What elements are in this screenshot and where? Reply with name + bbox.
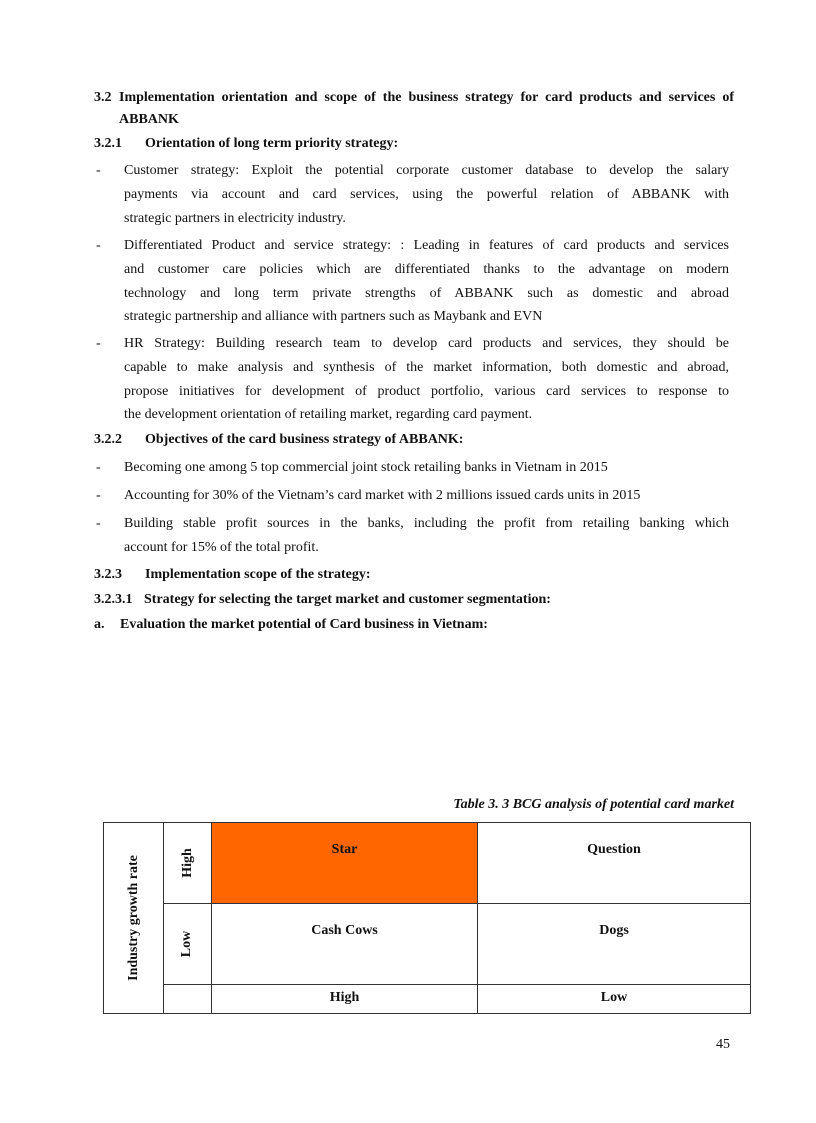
- cell-question: Question: [478, 823, 750, 904]
- bullet-line: Customer strategy: Exploit the potential corporate customer database to develop the salary: [124, 163, 729, 178]
- cell-star: Star: [212, 823, 478, 904]
- bullet-dash: -: [96, 488, 101, 503]
- bullet-dash: -: [96, 163, 101, 178]
- bullet-dash: -: [96, 238, 101, 253]
- heading-a-number: a.: [94, 617, 105, 632]
- table-caption: Table 3. 3 BCG analysis of potential card market: [453, 797, 734, 812]
- bullet-dash: -: [96, 460, 101, 475]
- empty-corner-cell: [164, 985, 212, 1014]
- heading-3-2-number: 3.2: [94, 90, 112, 105]
- bullet-line: the development orientation of retailing market, regarding card payment.: [124, 407, 533, 422]
- heading-3-2-2-number: 3.2.2: [94, 432, 122, 447]
- y-axis-label-cell: [104, 823, 164, 1014]
- bullet-line: Building stable profit sources in the banks, including the profit from retailing banking which: [124, 516, 729, 531]
- heading-3-2-3-1-title: Strategy for selecting the target market and customer segmentation:: [144, 592, 551, 607]
- heading-3-2-3-title: Implementation scope of the strategy:: [145, 567, 371, 582]
- bullet-line: technology and long term private strengths of ABBANK such as domestic and abroad: [124, 286, 729, 301]
- row-label-low: Low: [179, 930, 195, 958]
- bullet-line: Differentiated Product and service strategy: : Leading in features of card products and services: [124, 238, 729, 253]
- row-label-cell-high: [164, 823, 212, 904]
- row-label-cell-low: [164, 904, 212, 985]
- cell-cash-cows: Cash Cows: [212, 904, 478, 985]
- bullet-line: account for 15% of the total profit.: [124, 540, 319, 555]
- bcg-matrix-table: [103, 822, 751, 1014]
- bullet-line: strategic partners in electricity industry.: [124, 211, 346, 226]
- bullet-line: payments via account and card services, using the powerful relation of ABBANK with: [124, 187, 729, 202]
- bullet-line: propose initiatives for development of product portfolio, various card services to response to: [124, 384, 729, 399]
- bullet-line: HR Strategy: Building research team to develop card products and services, they should be: [124, 336, 729, 351]
- bullet-dash: -: [96, 336, 101, 351]
- heading-3-2-3-number: 3.2.3: [94, 567, 122, 582]
- bullet-line: capable to make analysis and synthesis of the market information, both domestic and abroad,: [124, 360, 729, 375]
- heading-3-2-3-1-number: 3.2.3.1: [94, 592, 133, 607]
- heading-3-2-line1: Implementation orientation and scope of the business strategy for card products and services of: [119, 90, 734, 105]
- row-label-high: High: [179, 848, 195, 878]
- cell-dogs: Dogs: [478, 904, 750, 985]
- bullet-line: Accounting for 30% of the Vietnam’s card market with 2 millions issued cards units in 2015: [124, 488, 641, 503]
- col-label-low: Low: [600, 990, 628, 1005]
- heading-a-title: Evaluation the market potential of Card business in Vietnam:: [120, 617, 488, 632]
- bullet-line: and customer care policies which are differentiated thanks to the advantage on modern: [124, 262, 729, 277]
- bullet-line: strategic partnership and alliance with partners such as Maybank and EVN: [124, 309, 543, 324]
- heading-3-2-1-number: 3.2.1: [94, 136, 122, 151]
- bullet-dash: -: [96, 516, 101, 531]
- col-label-high: High: [212, 985, 478, 1014]
- heading-3-2-2-title: Objectives of the card business strategy of ABBANK:: [145, 432, 464, 447]
- bullet-line: Becoming one among 5 top commercial joint stock retailing banks in Vietnam in 2015: [124, 460, 608, 475]
- heading-3-2-1-title: Orientation of long term priority strategy:: [145, 136, 399, 151]
- heading-3-2-line2: ABBANK: [119, 112, 179, 127]
- page-number: 45: [716, 1037, 730, 1052]
- y-axis-label: Industry growth rate: [125, 855, 141, 981]
